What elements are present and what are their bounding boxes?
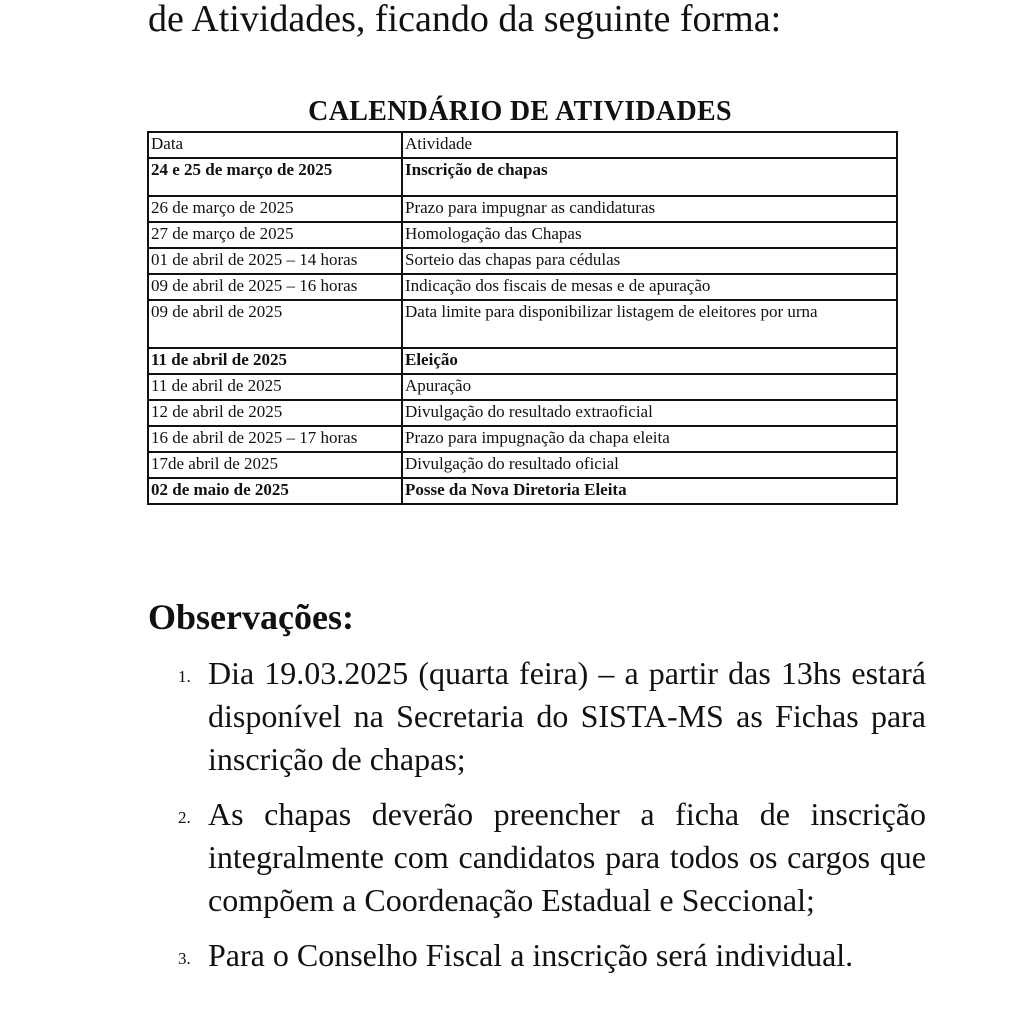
- table-row: [148, 222, 897, 248]
- row-activity: Posse da Nova Diretoria Eleita: [402, 478, 897, 504]
- table-row: [148, 196, 897, 222]
- row-date: 24 e 25 de março de 2025: [148, 158, 402, 196]
- observations-list: [148, 652, 926, 989]
- list-item: [148, 934, 926, 977]
- table-row: [148, 300, 897, 348]
- table-row: [148, 274, 897, 300]
- list-item-text: Para o Conselho Fiscal a inscrição será individual.: [208, 937, 854, 973]
- list-item-number: 2.: [178, 808, 191, 827]
- list-item-number: 3.: [178, 949, 191, 968]
- row-activity: Inscrição de chapas: [402, 158, 897, 196]
- row-date: 09 de abril de 2025: [148, 300, 402, 348]
- row-activity: Prazo para impugnação da chapa eleita: [402, 426, 897, 452]
- calendar-title: CALENDÁRIO DE ATIVIDADES: [308, 96, 732, 127]
- row-activity: Homologação das Chapas: [402, 222, 897, 248]
- list-item: [148, 793, 926, 922]
- table-row: [148, 348, 897, 374]
- row-date: 27 de março de 2025: [148, 222, 402, 248]
- list-item-text: Dia 19.03.2025 (quarta feira) – a partir das 13hs estará disponível na Secretaria do SISTA-MS as Fichas para inscrição de chapas;: [208, 655, 926, 777]
- header-date: Data: [148, 132, 402, 158]
- row-activity: Sorteio das chapas para cédulas: [402, 248, 897, 274]
- row-date: 01 de abril de 2025 – 14 horas: [148, 248, 402, 274]
- table-row: [148, 400, 897, 426]
- table-row: [148, 426, 897, 452]
- table-header-row: [148, 132, 897, 158]
- row-activity: Apuração: [402, 374, 897, 400]
- list-item-text: As chapas deverão preencher a ficha de inscrição integralmente com candidatos para todos os cargos que compõem a Coordenação Estadual e Seccional;: [208, 796, 926, 918]
- observations-heading: Observações:: [148, 597, 354, 637]
- list-item: [148, 652, 926, 781]
- row-date: 02 de maio de 2025: [148, 478, 402, 504]
- row-activity: Eleição: [402, 348, 897, 374]
- header-activity: Atividade: [402, 132, 897, 158]
- table-row: [148, 248, 897, 274]
- row-date: 17de abril de 2025: [148, 452, 402, 478]
- row-activity: Prazo para impugnar as candidaturas: [402, 196, 897, 222]
- table-row: [148, 478, 897, 504]
- list-item-number: 1.: [178, 667, 191, 686]
- row-activity: Divulgação do resultado extraoficial: [402, 400, 897, 426]
- row-activity: Data limite para disponibilizar listagem de eleitores por urna: [402, 300, 897, 348]
- table-row: [148, 158, 897, 196]
- calendar-table: [147, 131, 898, 505]
- row-date: 11 de abril de 2025: [148, 374, 402, 400]
- row-date: 16 de abril de 2025 – 17 horas: [148, 426, 402, 452]
- intro-text: de Atividades, ficando da seguinte forma:: [148, 0, 782, 40]
- row-activity: Indicação dos fiscais de mesas e de apuração: [402, 274, 897, 300]
- row-date: 09 de abril de 2025 – 16 horas: [148, 274, 402, 300]
- row-date: 12 de abril de 2025: [148, 400, 402, 426]
- row-activity: Divulgação do resultado oficial: [402, 452, 897, 478]
- row-date: 26 de março de 2025: [148, 196, 402, 222]
- table-row: [148, 452, 897, 478]
- row-date: 11 de abril de 2025: [148, 348, 402, 374]
- table-row: [148, 374, 897, 400]
